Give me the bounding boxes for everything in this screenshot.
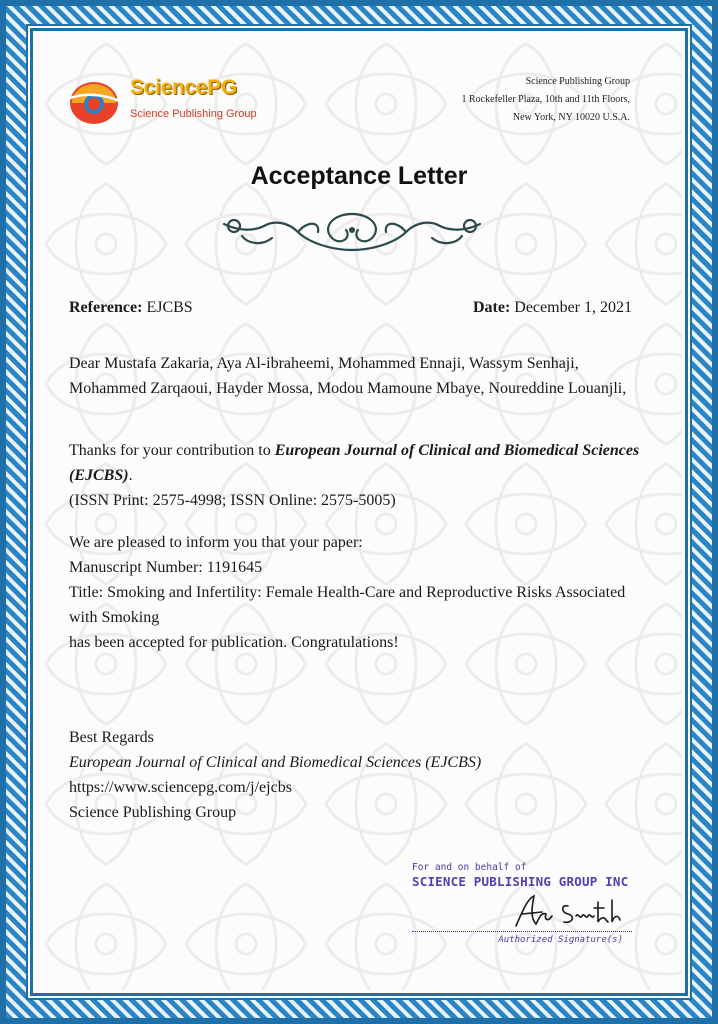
thanks-suffix: . — [128, 467, 133, 484]
regards-block — [69, 725, 649, 825]
flourish-ornament — [212, 206, 492, 258]
sciencepg-logo — [68, 76, 258, 126]
paper-title: Title: Smoking and Infertility: Female Health-Care and Reproductive Risks Associated with Smoking — [69, 584, 626, 626]
salutation: Best Regards — [69, 729, 154, 746]
thanks-paragraph — [69, 438, 649, 513]
manuscript-number: Manuscript Number: 1191645 — [69, 559, 263, 576]
reference-value: EJCBS — [142, 299, 193, 316]
acceptance-paragraph — [69, 530, 649, 655]
regards-publisher: Science Publishing Group — [69, 804, 237, 821]
date-value: December 1, 2021 — [510, 299, 632, 316]
signature-line — [412, 931, 632, 932]
stamp-behalf: For and on behalf of — [412, 862, 527, 873]
authorized-signature-label: Authorized Signature(s) — [498, 935, 623, 945]
logo-subtitle: Science Publishing Group — [130, 108, 257, 120]
logo-title: SciencePG — [130, 76, 238, 99]
address-line: New York, NY 10020 U.S.A. — [512, 112, 630, 123]
journal-name: European Journal of Clinical and Biomedical Sciences (EJCBS) — [69, 442, 640, 484]
signature-stamp — [410, 862, 635, 952]
address-line: Science Publishing Group — [525, 76, 630, 87]
journal-url: https://www.sciencepg.com/j/ejcbs — [69, 779, 292, 796]
address-line: 1 Rockefeller Plaza, 10th and 11th Floors, — [461, 94, 630, 105]
reference-label: Reference: — [69, 299, 143, 316]
date-line — [473, 295, 632, 320]
handwritten-signature — [508, 892, 628, 932]
thanks-prefix: Thanks for your contribution to — [69, 442, 275, 459]
page-title: Acceptance Letter — [250, 162, 468, 190]
acceptance-intro: We are pleased to inform you that your paper: — [69, 534, 363, 551]
publisher-address — [462, 73, 630, 127]
regards-journal: European Journal of Clinical and Biomedical Sciences (EJCBS) — [69, 754, 482, 771]
greeting: Dear Mustafa Zakaria, Aya Al-ibraheemi, Mohammed Ennaji, Wassym Senhaji, Mohammed Zarqaoui, Hayder Mossa, Modou Mamoune Mbaye, Noureddine Louanjli, — [69, 355, 627, 397]
stamp-company: SCIENCE PUBLISHING GROUP INC — [412, 874, 629, 889]
acceptance-closing: has been accepted for publication. Congratulations! — [69, 634, 399, 651]
issn-info: (ISSN Print: 2575-4998; ISSN Online: 2575-5005) — [69, 492, 396, 509]
logo-globe-icon — [68, 78, 124, 126]
reference-line — [69, 295, 193, 320]
date-label: Date: — [472, 299, 511, 316]
